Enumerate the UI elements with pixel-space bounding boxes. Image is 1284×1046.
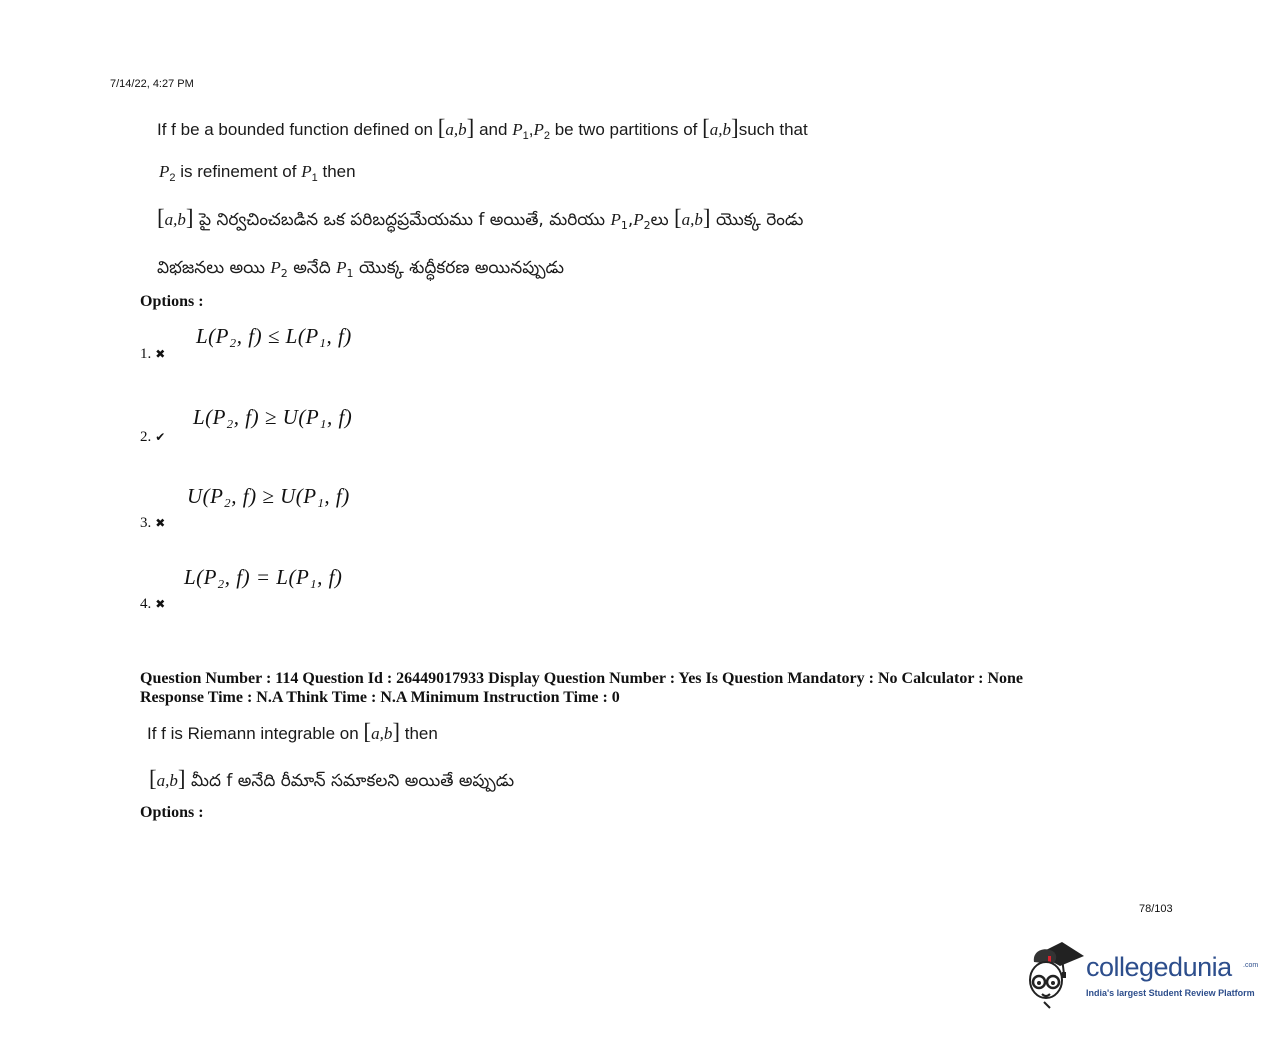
option-4-formula: L(P₂, f) = L(P₁, f) [184, 565, 343, 589]
options-label: Options : [140, 293, 204, 310]
option-1-formula: L(P₂, f) ≤ L(P₁, f) [196, 324, 352, 348]
cross-icon: ✖ [155, 597, 166, 611]
interval: a,b [709, 120, 732, 139]
q114-meta-line-2: Response Time : N.A Think Time : N.A Minimum Instruction Time : 0 [140, 689, 620, 706]
q113-telugu-line-1: [a,b] పై నిర్వచించబడిన ఒక పరిబద్ధప్రమేయము f అయితే, మరియు $P_1,P_2లు$ [a,b] యొక్క రెండు [157, 205, 804, 232]
logo-tagline: India's largest Student Review Platform [1086, 988, 1255, 998]
option-3-formula: U(P₂, f) ≥ U(P₁, f) [187, 484, 350, 508]
cross-icon: ✖ [155, 516, 166, 530]
option-4-number: 4. ✖ [140, 596, 166, 612]
collegedunia-logo [1024, 940, 1264, 1010]
page-number: 78/103 [1139, 903, 1173, 915]
q113-english-line-1: If f be a bounded function defined on [a,b] and $P_1,P_2$ be two partitions of [a,b]such that [157, 115, 808, 142]
q113-telugu-line-2: విభజనలు అయి $P_2$ అనేది $P_1$ యొక్క శుద్ధీకరణ అయినప్పుడు [157, 258, 564, 280]
q114-telugu: [a,b] మీద f అనేది రీమాన్ సమాకలని అయితే అప్పుడు [149, 766, 515, 791]
option-2-number: 2. ✔ [140, 429, 166, 445]
interval: a,b [445, 120, 467, 139]
q113-english-line-2: $P_2$ is refinement of $P_1$ then [159, 162, 356, 184]
option-2-formula: L(P₂, f) ≥ U(P₁, f) [193, 405, 353, 429]
option-3-number: 3. ✖ [140, 515, 166, 531]
print-timestamp: 7/14/22, 4:27 PM [110, 78, 194, 90]
cross-icon: ✖ [155, 347, 166, 361]
option-1-number: 1. ✖ [140, 346, 166, 362]
q114-english: If f is Riemann integrable on [a,b] then [147, 719, 438, 744]
mascot-icon [1024, 940, 1084, 1010]
logo-com: .com [1243, 962, 1259, 969]
q114-meta-line-1: Question Number : 114 Question Id : 26449017933 Display Question Number : Yes Is Question Mandatory : No Calculator : None [140, 670, 1024, 687]
logo-wordmark: collegedunia [1086, 952, 1232, 982]
check-icon: ✔ [155, 430, 166, 444]
q114-options-label: Options : [140, 804, 204, 821]
